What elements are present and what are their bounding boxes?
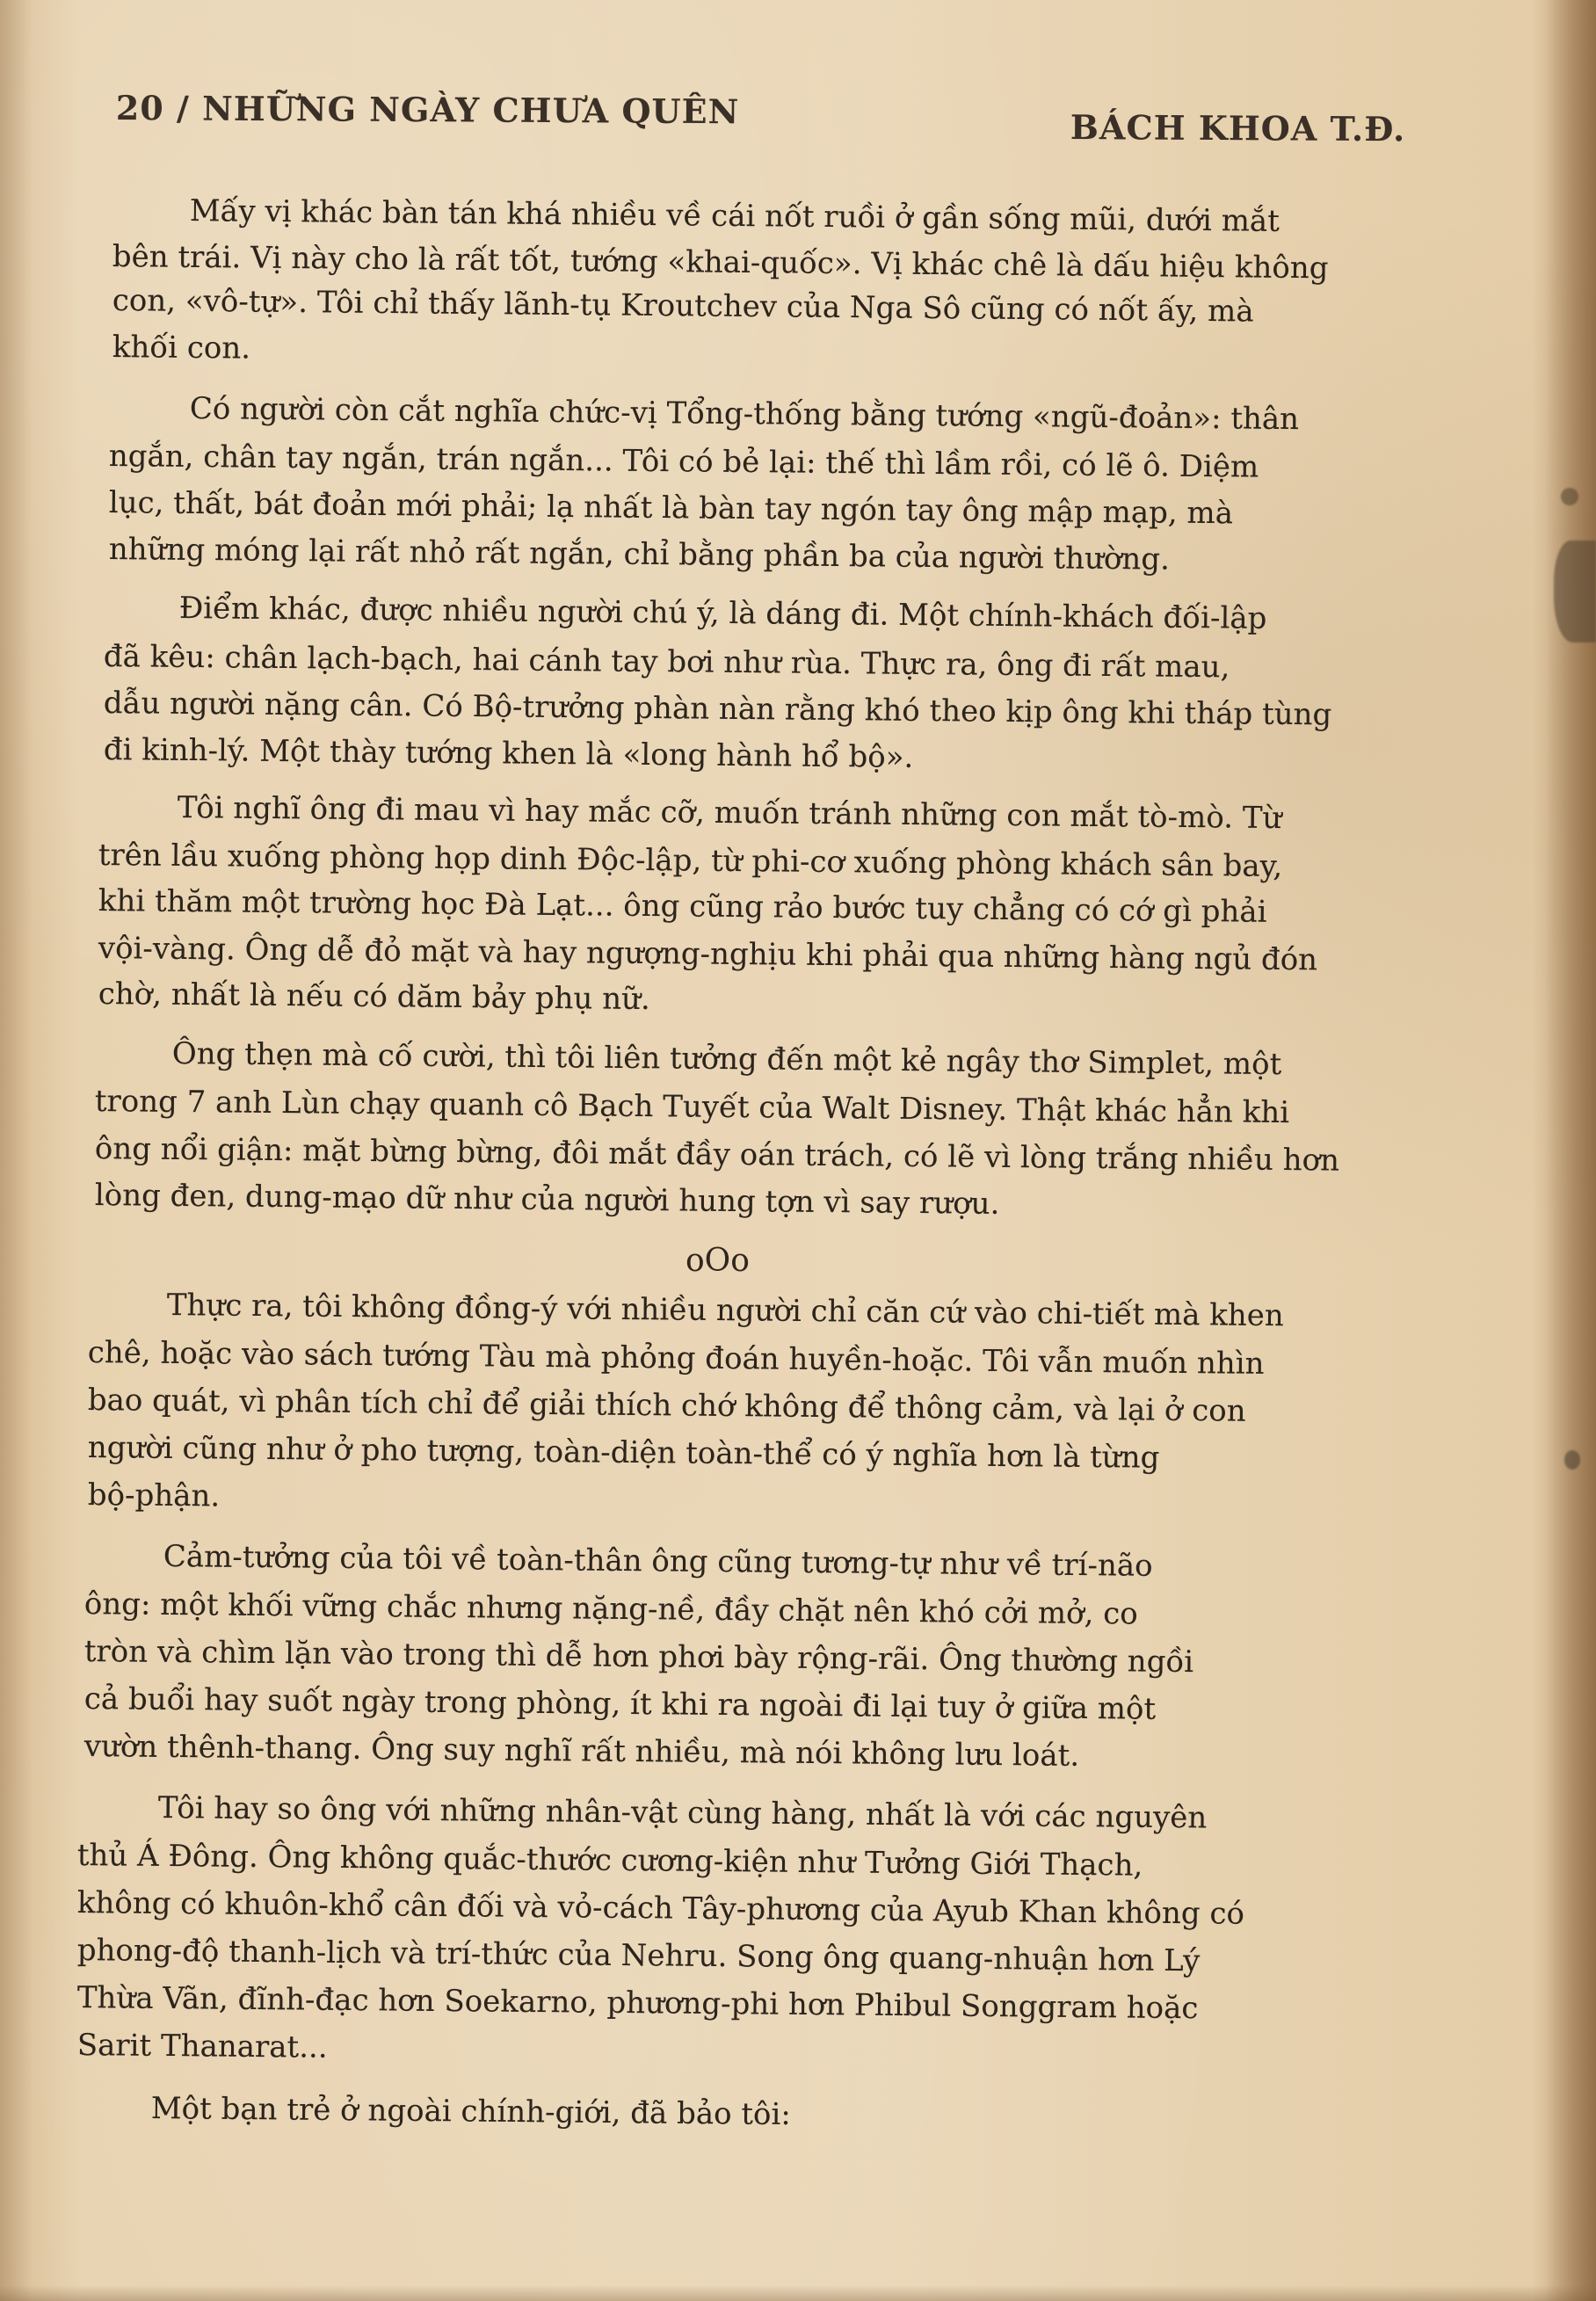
paragraph-line-3: con, «vô-tự». Tôi chỉ thấy lãnh-tụ Kroutchev của Nga Sô cũng có nốt ấy, mà: [112, 283, 1254, 330]
paragraph-line-38: Một bạn trẻ ở ngoài chính-giới, đã bảo tôi:: [150, 2091, 792, 2132]
paragraph-line-9: Điểm khác, được nhiều người chú ý, là dáng đi. Một chính-khách đối-lập: [178, 591, 1267, 636]
paragraph-line-33: thủ Á Đông. Ông không quắc-thước cương-kiện như Tưởng Giới Thạch,: [76, 1838, 1143, 1884]
paragraph-line-28: ông: một khối vững chắc nhưng nặng-nề, đầy chặt nên khó cởi mở, co: [83, 1586, 1138, 1632]
paragraph-line-27: Cảm-tưởng của tôi về toàn-thân ông cũng tương-tự như về trí-não: [163, 1539, 1153, 1584]
paragraph-line-31: vườn thênh-thang. Ông suy nghĩ rất nhiều, mà nói không lưu loát.: [83, 1729, 1080, 1774]
paragraph-line-23: chê, hoặc vào sách tướng Tàu mà phỏng đoán huyền-hoặc. Tôi vẫn muốn nhìn: [87, 1335, 1265, 1382]
paragraph-line-20: ông nổi giận: mặt bừng bừng, đôi mắt đầy oán trách, có lẽ vì lòng trắng nhiều hơn: [94, 1131, 1340, 1179]
paragraph-line-34: không có khuôn-khổ cân đối và vỏ-cách Tây-phương của Ayub Khan không có: [76, 1885, 1245, 1932]
paragraph-line-4: khối con.: [112, 330, 251, 367]
paragraph-line-5: Có người còn cắt nghĩa chức-vị Tổng-thống bằng tướng «ngũ-đoản»: thân: [189, 391, 1300, 438]
paragraph-line-25: người cũng như ở pho tượng, toàn-diện toàn-thể có ý nghĩa hơn là từng: [87, 1430, 1160, 1476]
section-separator: oOo: [686, 1243, 750, 1279]
paragraph-line-37: Sarit Thanarat...: [76, 2028, 328, 2065]
paragraph-line-2: bên trái. Vị này cho là rất tốt, tướng «khai-quốc». Vị khác chê là dấu hiệu không: [112, 239, 1329, 287]
paragraph-line-16: vội-vàng. Ông dễ đỏ mặt và hay ngượng-nghịu khi phải qua những hàng ngủ đón: [98, 931, 1318, 978]
paragraph-line-8: những móng lại rất nhỏ rất ngắn, chỉ bằng phần ba của người thường.: [108, 532, 1171, 577]
paragraph-line-18: Ông thẹn mà cố cười, thì tôi liên tưởng đến một kẻ ngây thơ Simplet, một: [171, 1036, 1282, 1083]
paragraph-line-13: Tôi nghĩ ông đi mau vì hay mắc cỡ, muốn tránh những con mắt tò-mò. Từ: [177, 790, 1282, 837]
paragraph-line-15: khi thăm một trường học Đà Lạt... ông cũng rảo bước tuy chẳng có cớ gì phải: [98, 883, 1267, 930]
paragraph-line-6: ngắn, chân tay ngắn, trán ngắn... Tôi có bẻ lại: thế thì lầm rồi, có lẽ ô. Diệm: [108, 439, 1259, 485]
paragraph-line-29: tròn và chìm lặn vào trong thì dễ hơn phơi bày rộng-rãi. Ông thường ngồi: [83, 1634, 1194, 1680]
paragraph-line-26: bộ-phận.: [87, 1477, 221, 1514]
paragraph-line-7: lục, thất, bát đoản mới phải; lạ nhất là bàn tay ngón tay ông mập mạp, mà: [108, 485, 1234, 532]
paragraph-line-24: bao quát, vì phân tích chỉ để giải thích chớ không để thông cảm, và lại ở con: [87, 1383, 1246, 1429]
paragraph-line-12: đi kinh-lý. Một thày tướng khen là «long hành hổ bộ».: [103, 732, 914, 775]
paragraph-line-10: đã kêu: chân lạch-bạch, hai cánh tay bơi như rùa. Thực ra, ông đi rất mau,: [103, 639, 1230, 686]
paragraph-line-36: Thừa Vãn, đĩnh-đạc hơn Soekarno, phương-phi hơn Phibul Songgram hoặc: [76, 1980, 1199, 2027]
paragraph-line-30: cả buổi hay suốt ngày trong phòng, ít khi ra ngoài đi lại tuy ở giữa một: [83, 1681, 1157, 1727]
running-header-left: 20 / NHỮNG NGÀY CHƯA QUÊN: [115, 88, 740, 132]
paragraph-line-17: chờ, nhất là nếu có dăm bảy phụ nữ.: [98, 976, 651, 1018]
paragraph-line-32: Tôi hay so ông với những nhân-vật cùng hàng, nhất là với các nguyên: [157, 1790, 1208, 1836]
paragraph-line-1: Mấy vị khác bàn tán khá nhiều về cái nốt ruồi ở gần sống mũi, dưới mắt: [189, 193, 1280, 239]
running-header-right: BÁCH KHOA T.Đ.: [1070, 107, 1406, 149]
paragraph-line-22: Thực ra, tôi không đồng-ý với nhiều người chỉ căn cứ vào chi-tiết mà khen: [166, 1288, 1284, 1334]
paragraph-line-11: dẫu người nặng cân. Có Bộ-trưởng phàn nàn rằng khó theo kịp ông khi tháp tùng: [103, 686, 1332, 733]
paragraph-line-19: trong 7 anh Lùn chạy quanh cô Bạch Tuyết của Walt Disney. Thật khác hẳn khi: [94, 1084, 1290, 1131]
paragraph-line-14: trên lầu xuống phòng họp dinh Độc-lập, từ phi-cơ xuống phòng khách sân bay,: [98, 838, 1283, 884]
paragraph-line-35: phong-độ thanh-lịch và trí-thức của Nehru. Song ông quang-nhuận hơn Lý: [76, 1933, 1201, 1979]
paragraph-line-21: lòng đen, dung-mạo dữ như của người hung tợn vì say rượu.: [94, 1178, 1000, 1222]
